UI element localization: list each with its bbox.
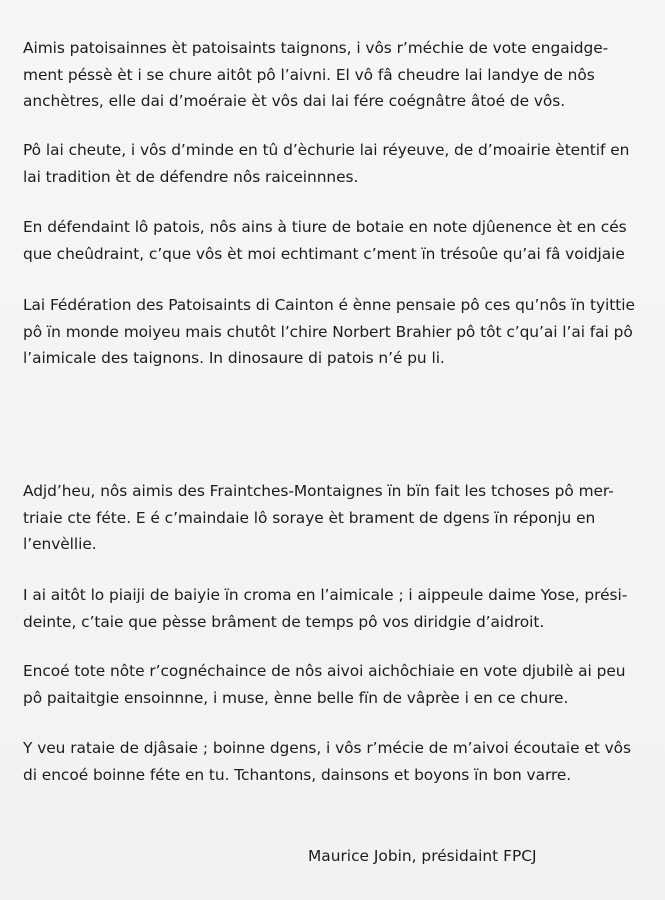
text-line: l’aimicale des taignons. In dinosaure di patois n’é pu li.: [23, 349, 445, 367]
paragraph-federation-tribute: [23, 292, 633, 372]
text-line: pô ïn monde moiyeu mais chutôt l’chire Norbert Brahier pô tôt c’qu’ai l’ai fai pô: [23, 322, 633, 341]
text-line: Lai Fédération des Patoisaints di Cainton é ènne pensaie pô ces qu’nôs ïn tyittie: [23, 296, 635, 314]
signature: Maurice Jobin, présidaint FPCJ: [308, 847, 537, 865]
text-line: triaie cte féte. E é c’maindaie lô soraye èt brament de dgens ïn réponju en: [23, 508, 596, 527]
text-line: Pô lai cheute, i vôs d’minde en tû d’èchurie lai réyeuve, de d’moairie ètentif en: [23, 141, 630, 159]
text-line: Adjd’heu, nôs aimis des Fraintches-Montaignes ïn bïn fait les tchoses pô mer-: [23, 482, 614, 500]
text-line: lai tradition èt de défendre nôs raiceinnnes.: [23, 167, 359, 186]
text-line: pô paitaitgie ensoinnne, i muse, ènne belle fïn de vâprèe i en ce chure.: [23, 688, 569, 707]
text-line: Aimis patoisainnes èt patoisaints taignons, i vôs r’méchie de vote engaidge-: [23, 39, 609, 57]
text-line: Encoé tote nôte r’cognéchaince de nôs aivoi aichôchiaie en vote djubilè ai peu: [23, 662, 626, 680]
text-line: l’envèllie.: [23, 535, 97, 553]
paragraph-franches-montagnes: [23, 478, 633, 558]
text-line: que cheûdraint, c’que vôs èt moi echtimant c’ment ïn trésoûe qu’ai fâ voidjaie: [23, 244, 625, 263]
text-line: ment péssè èt i se chure aitôt pô l’aivni. El vô fâ cheudre lai landye de nôs: [23, 65, 595, 84]
paragraph-tradition: [23, 137, 633, 190]
paragraph-closing: [23, 735, 633, 788]
paragraph-greeting: [23, 35, 633, 115]
text-line: Y veu rataie de djâsaie ; boinne dgens, i vôs r’mécie de m’aivoi écoutaie et vôs: [23, 739, 631, 757]
text-line: deinte, c’taie que pèsse brâment de temps pô vos diridgie d’aidroit.: [23, 612, 545, 631]
text-line: di encoé boinne féte en tu. Tchantons, dainsons et boyons ïn bon varre.: [23, 765, 572, 784]
paragraph-gift-president: [23, 582, 633, 635]
text-line: anchètres, elle dai d’moéraie èt vôs dai lai fére coégnâtre âtoé de vôs.: [23, 92, 566, 110]
paragraph-defending-patois: [23, 214, 633, 267]
text-line: En défendaint lô patois, nôs ains à tiure de botaie en note djûenence èt en cés: [23, 218, 627, 236]
text-line: I ai aitôt lo piaiji de baiyie ïn croma en l’aimicale ; i aippeule daime Yose, prési-: [23, 586, 628, 604]
paragraph-gratitude: [23, 658, 633, 711]
